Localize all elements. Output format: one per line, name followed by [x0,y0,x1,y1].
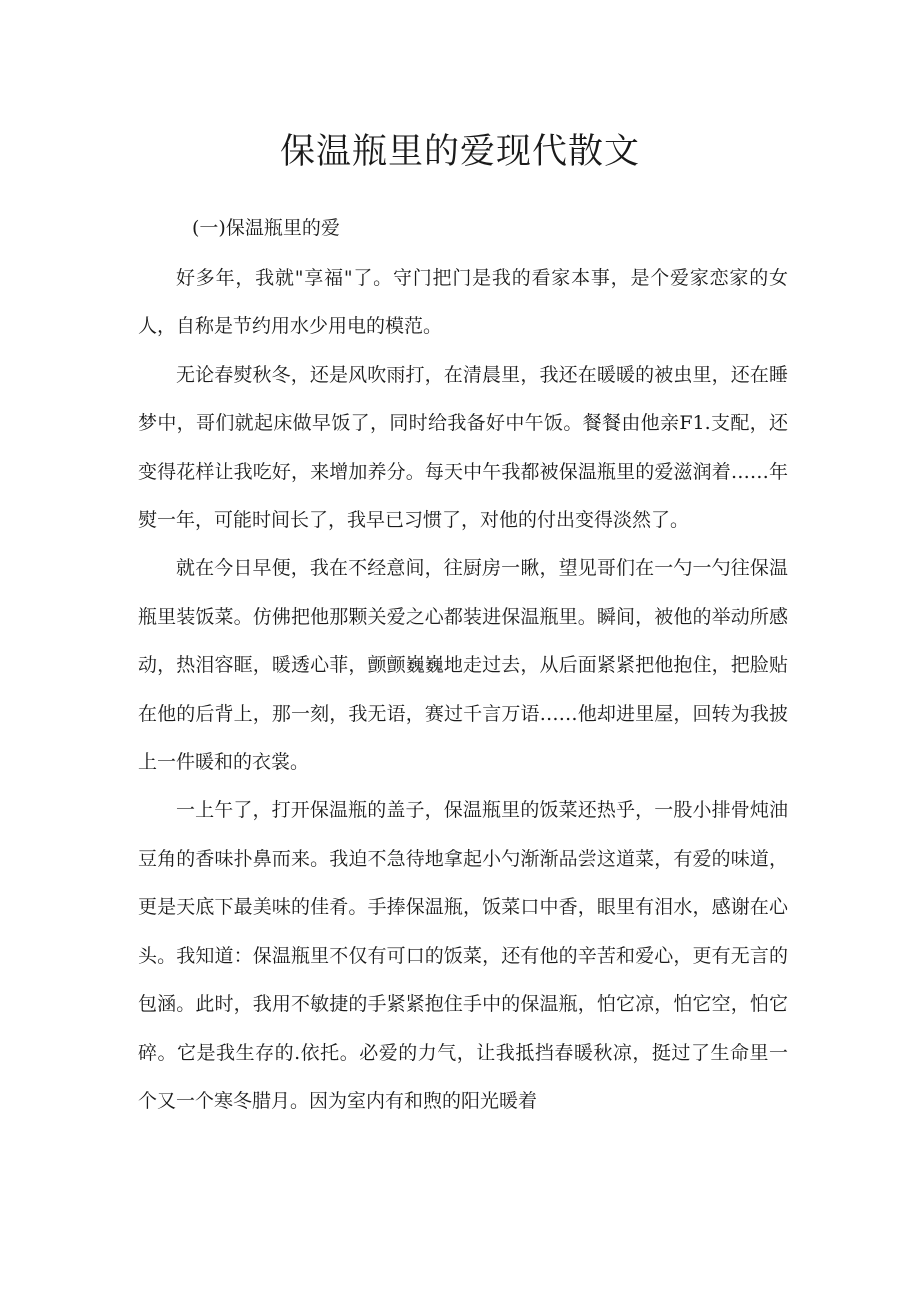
paragraph-2: 无论春熨秋冬，还是风吹雨打，在清晨里，我还在暖暖的被虫里，还在睡梦中，哥们就起床做早饭了，同时给我备好中午饭。餐餐由他亲F1.支配，还变得花样让我吃好，来增加养分。每天中午我都被保温瓶里的爱滋润着……年熨一年，可能时间长了，我早已习惯了，对他的付出变得淡然了。 [138,363,788,532]
paragraph-1: 好多年，我就"享福"了。守门把门是我的看家本事，是个爱家恋家的女人，自称是节约用水少用电的模范。 [138,267,788,338]
paragraph-3: 就在今日早便，我在不经意间，往厨房一瞅，望见哥们在一勺一勺往保温瓶里装饭菜。仿佛把他那颗关爱之心都装进保温瓶里。瞬间，被他的举动所感动，热泪容眶，暖透心菲，颤颤巍巍地走过去，从后面紧紧把他抱住，把脸贴在他的后背上，那一刻，我无语，赛过千言万语……他却进里屋，回转为我披上一件暖和的衣裳。 [138,557,788,774]
document-title: 保温瓶里的爱现代散文 [279,132,640,172]
document-body [138,254,788,1125]
paragraph-4: 一上午了，打开保温瓶的盖子，保温瓶里的饭菜还热乎，一股小排骨炖油豆角的香味扑鼻而来。我迫不急待地拿起小勺渐渐品尝这道菜，有爱的味道，更是天底下最美味的佳肴。手捧保温瓶，饭菜口中香，眼里有泪水，感谢在心头。我知道：保温瓶里不仅有可口的饭菜，还有他的辛苦和爱心，更有无言的包涵。此时，我用不敏捷的手紧紧抱住手中的保温瓶，怕它凉，怕它空，怕它碎。它是我生存的.依托。必爱的力气，让我抵挡春暖秋凉，挺过了生命里一个又一个寒冬腊月。因为室内有和煦的阳光暖着 [138,799,788,1112]
section-heading: (一)保温瓶里的爱 [192,217,340,239]
